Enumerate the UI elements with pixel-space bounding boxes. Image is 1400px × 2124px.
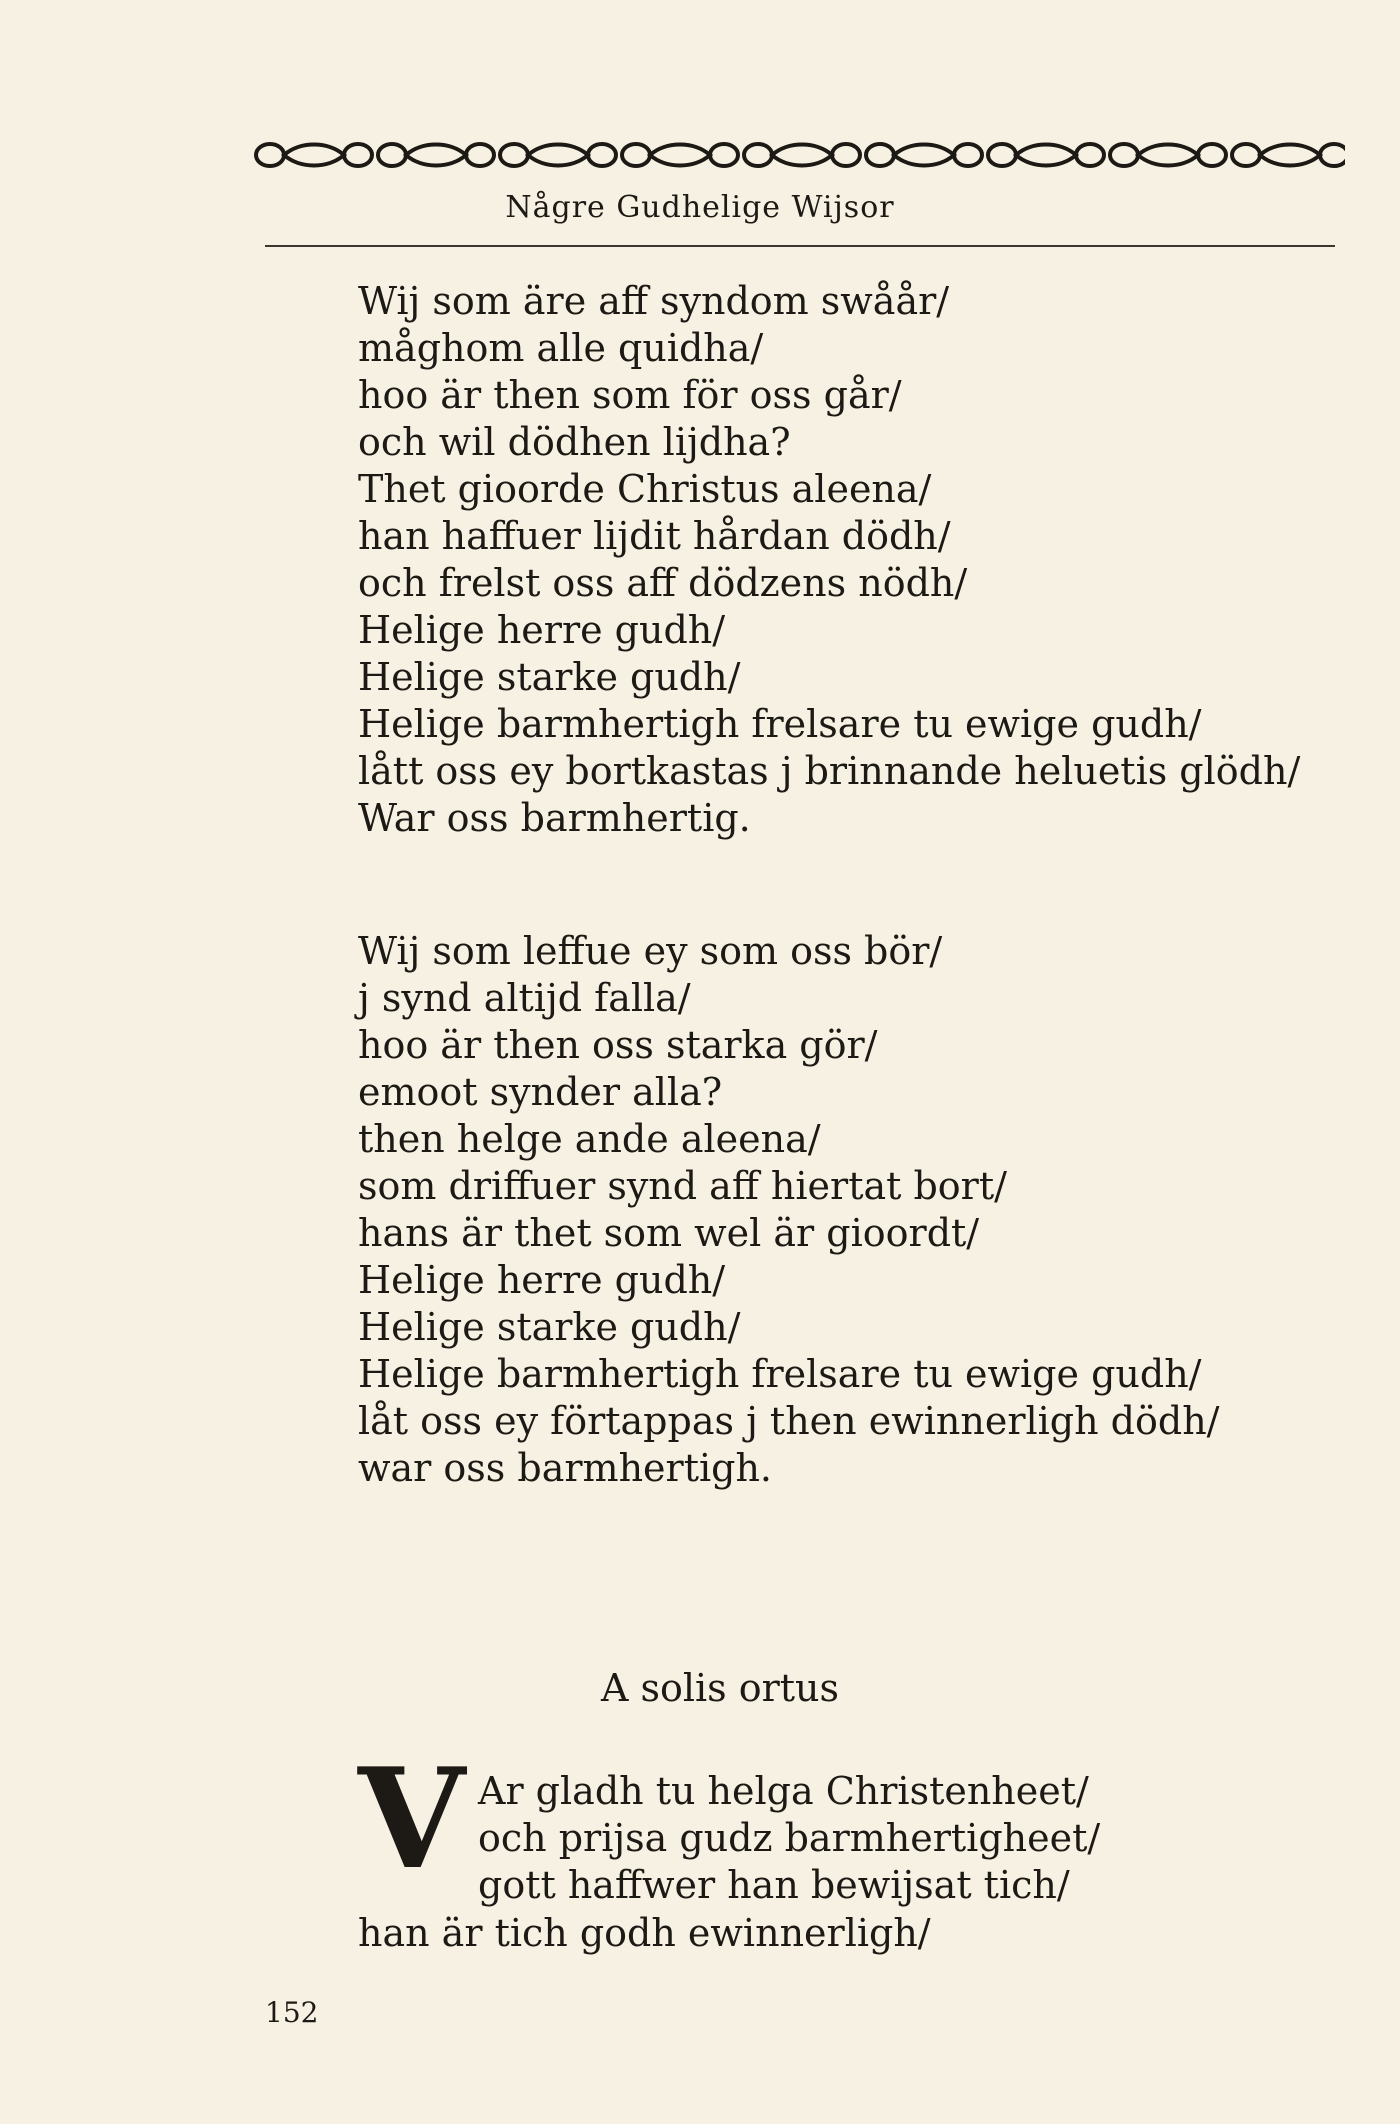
verse-line: lått oss ey bortkastas j brinnande heluetis glödh/ [358, 749, 1301, 793]
page-number: 152 [265, 1996, 319, 2029]
verse-line: Helige starke gudh/ [358, 1305, 741, 1349]
dropcap-lines [478, 1768, 1100, 1909]
header-rule [265, 245, 1335, 247]
verse-line: och prijsa gudz barmhertigheet/ [478, 1816, 1101, 1860]
verse-line: Thet gioorde Christus aleena/ [358, 467, 932, 511]
verse-line: j synd altijd falla/ [358, 976, 691, 1020]
running-head: Någre Gudhelige Wijsor [505, 190, 895, 225]
verse-line: Helige herre gudh/ [358, 608, 726, 652]
verse-line: Helige barmhertigh frelsare tu ewige gudh/ [358, 702, 1202, 746]
verse-line: hans är thet som wel är gioordt/ [358, 1211, 980, 1255]
verse-line: han är tich godh ewinnerligh/ [358, 1911, 931, 1955]
verse-line: hoo är then som för oss går/ [358, 373, 902, 417]
verse-line: hoo är then oss starka gör/ [358, 1023, 878, 1067]
verse-line: emoot synder alla? [358, 1070, 723, 1114]
ornamental-border [250, 135, 1345, 175]
verse-line: Wij som äre aff syndom swåår/ [358, 279, 950, 323]
verse-line: han haffuer lijdit hårdan dödh/ [358, 514, 951, 558]
stanza-1 [358, 278, 1300, 842]
verse-line: och wil dödhen lijdha? [358, 420, 791, 464]
verse-line: Ar gladh tu helga Christenheet/ [478, 1769, 1089, 1813]
verse-line: som driffuer synd aff hiertat bort/ [358, 1164, 1007, 1208]
drop-cap-letter: V [358, 1737, 466, 1900]
verse-line: Wij som leffue ey som oss bör/ [358, 929, 943, 973]
stanza-2 [358, 928, 1219, 1492]
verse-line: och frelst oss aff dödzens nödh/ [358, 561, 968, 605]
verse-line: Helige barmhertigh frelsare tu ewige gudh/ [358, 1352, 1202, 1396]
verse-line: war oss barmhertigh. [358, 1446, 772, 1490]
verse-line: War oss barmhertig. [358, 796, 751, 840]
verse-line: Helige starke gudh/ [358, 655, 741, 699]
verse-line: Helige herre gudh/ [358, 1258, 726, 1302]
verse-line: låt oss ey förtappas j then ewinnerligh dödh/ [358, 1399, 1220, 1443]
verse-line: gott haffwer han bewijsat tich/ [478, 1863, 1070, 1907]
hymn-title: A solis ortus [600, 1666, 840, 1710]
verse-line: måghom alle quidha/ [358, 326, 764, 370]
verse-line: then helge ande aleena/ [358, 1117, 821, 1161]
